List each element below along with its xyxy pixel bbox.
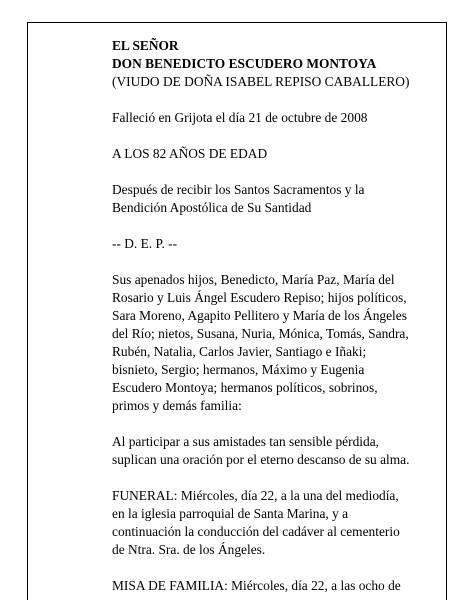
rip-line: -- D. E. P. --: [112, 236, 178, 251]
title-line-1: EL SEÑOR: [112, 38, 179, 53]
death-notice: Falleció en Grijota el día 21 de octubre de 2008: [112, 110, 368, 125]
family-mass-paragraph: MISA DE FAMILIA: Miércoles, día 22, a las ocho de: [112, 578, 401, 593]
page-frame-left-border: [27, 22, 28, 600]
prayer-request-paragraph: Al participar a sus amistades tan sensible pérdida, suplican una oración por el eterno descanso de su alma.: [112, 434, 410, 467]
sacraments-paragraph: Después de recibir los Santos Sacramentos y la Bendición Apostólica de Su Santidad: [112, 182, 365, 215]
family-paragraph: Sus apenados hijos, Benedicto, María Paz, María del Rosario y Luis Ángel Escudero Repiso; hijos políticos, Sara Moreno, Agapito Pellitero y María de los Ángeles del Río; nietos, Susana, Nuria, Mónica, Tomás, Sandra, Rubén, Natalia, Carlos Javier, Santiago e Iñaki; bisnieto, Sergio; hermanos, Máximo y Eugenia Escudero Montoya; hermanos políticos, sobrinos, primos y demás familia:: [112, 272, 409, 413]
age-line: A LOS 82 AÑOS DE EDAD: [112, 146, 268, 161]
widower-line: (VIUDO DE DOÑA ISABEL REPISO CABALLERO): [112, 74, 410, 89]
page-frame-top-border: [27, 22, 447, 23]
obituary-document: [112, 37, 442, 613]
page-frame-right-border: [446, 22, 447, 600]
deceased-name: DON BENEDICTO ESCUDERO MONTOYA: [112, 56, 377, 71]
funeral-paragraph: FUNERAL: Miércoles, día 22, a la una del mediodía, en la iglesia parroquial de Santa Marina, y a continuación la conducción del cadáver al cementerio de Ntra. Sra. de los Ángeles.: [112, 488, 400, 557]
